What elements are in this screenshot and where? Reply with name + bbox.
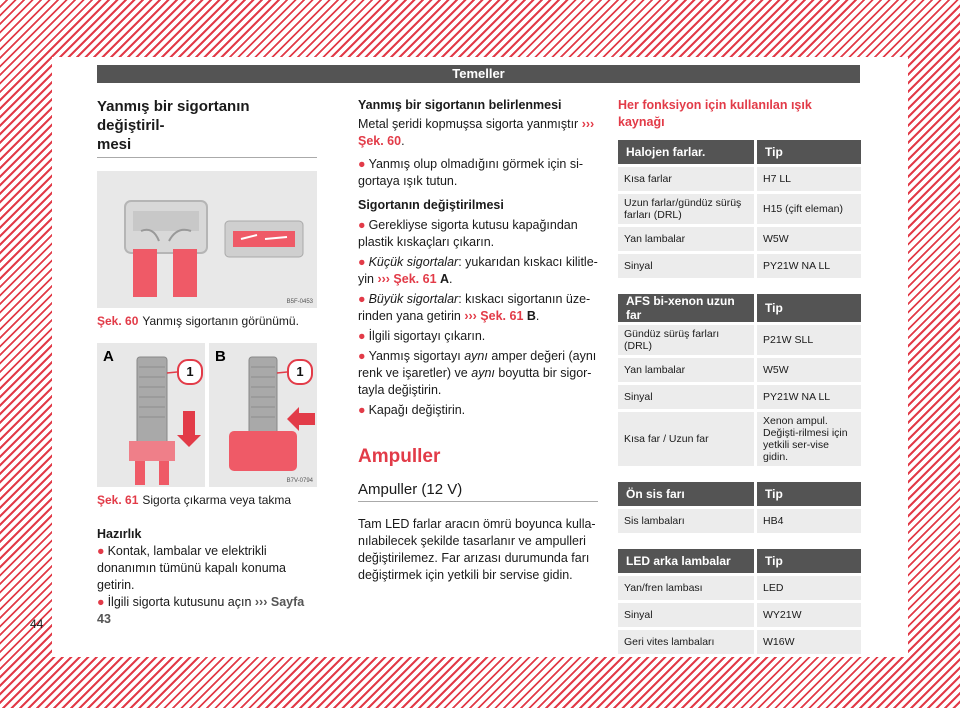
figure-61-b bbox=[209, 343, 317, 487]
table-cell: H7 LL bbox=[757, 167, 861, 191]
table-cell: W5W bbox=[757, 227, 861, 251]
table bbox=[618, 291, 861, 469]
table-row bbox=[618, 630, 861, 654]
table-cell: LED bbox=[757, 576, 861, 600]
table-cell: Kısa far / Uzun far bbox=[618, 412, 757, 466]
svg-text:A: A bbox=[103, 348, 114, 365]
column-header: Halojen farlar. bbox=[618, 140, 757, 164]
figure-caption: Şek. 61 Sigorta çıkarma veya takma bbox=[97, 493, 292, 507]
column-header: Tip bbox=[757, 549, 861, 573]
callout-1: 1 bbox=[177, 359, 203, 385]
table-cell: Sinyal bbox=[618, 603, 757, 627]
column-1 bbox=[97, 97, 317, 628]
table-header-row bbox=[618, 294, 861, 322]
bulb-tables bbox=[618, 137, 861, 657]
table-row bbox=[618, 412, 861, 466]
bulb-table bbox=[618, 546, 861, 657]
column-header: Tip bbox=[757, 482, 861, 506]
column-header: Tip bbox=[757, 294, 861, 322]
figure-link[interactable]: ››› Şek. 61 bbox=[377, 272, 437, 286]
table bbox=[618, 479, 861, 536]
column-2 bbox=[358, 97, 602, 584]
section-heading: Ampuller bbox=[358, 446, 441, 467]
list-item: ● Gerekliyse sigorta kutusu kapağından plastik kıskaçları çıkarın. bbox=[358, 218, 578, 249]
paragraph: Metal şeridi kopmuşsa sigorta yanmıştır ››› Şek. 60. bbox=[358, 117, 595, 148]
bulb-table bbox=[618, 291, 861, 469]
subheading: Hazırlık bbox=[97, 527, 142, 541]
callout-1: 1 bbox=[287, 359, 313, 385]
table-row bbox=[618, 385, 861, 409]
list-item: ● Yanmış olup olmadığını görmek için si-gortaya ışık tutun. bbox=[358, 157, 584, 188]
subheading: Yanmış bir sigortanın belirlenmesi bbox=[358, 98, 562, 112]
figure-ref: Şek. 60 bbox=[97, 314, 139, 328]
table-cell: PY21W NA LL bbox=[757, 254, 861, 278]
list-item: ● Kontak, lambalar ve elektrikli donanımın tümünü kapalı konuma getirin. bbox=[97, 544, 287, 592]
table-cell: Uzun farlar/gündüz sürüş farları (DRL) bbox=[618, 194, 757, 224]
list-item: ● Küçük sigortalar: yukarıdan kıskacı kilitle-yin ››› Şek. 61 A. bbox=[358, 255, 598, 286]
table-row bbox=[618, 254, 861, 278]
figure-code: B7V-0794 bbox=[286, 478, 313, 484]
table-cell: Yan/fren lambası bbox=[618, 576, 757, 600]
table-header-row bbox=[618, 140, 861, 164]
table-cell: W5W bbox=[757, 358, 861, 382]
table-cell: Sinyal bbox=[618, 385, 757, 409]
table-header-row bbox=[618, 549, 861, 573]
table-cell: Yan lambalar bbox=[618, 227, 757, 251]
svg-text:B: B bbox=[215, 348, 226, 365]
table-cell: WY21W bbox=[757, 603, 861, 627]
bulb-table bbox=[618, 479, 861, 536]
divider bbox=[97, 157, 317, 158]
table-cell: H15 (çift eleman) bbox=[757, 194, 861, 224]
table-row bbox=[618, 227, 861, 251]
subsection-heading: Ampuller (12 V) bbox=[358, 481, 463, 498]
bulb-table bbox=[618, 137, 861, 281]
table-row bbox=[618, 167, 861, 191]
column-header: LED arka lambalar bbox=[618, 549, 757, 573]
column-3 bbox=[618, 97, 861, 667]
table bbox=[618, 546, 861, 657]
section-title: Yanmış bir sigortanın değiştiril- mesi bbox=[97, 98, 250, 153]
list-item: ● Yanmış sigortayı aynı amper değeri (aynı renk ve işaretler) ve aynı boyutta bir sigor-tayla değiştirin. bbox=[358, 349, 597, 397]
figure-link[interactable]: ››› Şek. 60 bbox=[358, 117, 595, 148]
list-item: ● İlgili sigortayı çıkarın. bbox=[358, 329, 486, 343]
fuse-illustration bbox=[97, 171, 317, 308]
column-header: Ön sis farı bbox=[618, 482, 757, 506]
divider bbox=[358, 501, 598, 502]
table-cell: PY21W NA LL bbox=[757, 385, 861, 409]
page-link[interactable]: ››› Sayfa 43 bbox=[97, 595, 305, 626]
list-item: ● Kapağı değiştirin. bbox=[358, 403, 466, 417]
table-row bbox=[618, 358, 861, 382]
figure-caption: Şek. 60 Yanmış sigortanın görünümü. bbox=[97, 314, 299, 328]
table-cell: HB4 bbox=[757, 509, 861, 533]
table-row bbox=[618, 509, 861, 533]
table-row bbox=[618, 603, 861, 627]
table-cell: Sinyal bbox=[618, 254, 757, 278]
list-item: ● Büyük sigortalar: kıskacı sigortanın üze-rinden yana getirin ››› Şek. 61 B. bbox=[358, 292, 591, 323]
figure-61 bbox=[97, 343, 317, 487]
list-item: ● İlgili sigorta kutusunu açın ››› Sayfa 43 bbox=[97, 595, 305, 626]
table-cell: Xenon ampul. Değişti-rilmesi için yetkili ser-vise gidin. bbox=[757, 412, 861, 466]
figure-link[interactable]: ››› Şek. 61 bbox=[464, 309, 524, 323]
table-header-row bbox=[618, 482, 861, 506]
table-heading: Her fonksiyon için kullanılan ışık kaynağı bbox=[618, 98, 812, 129]
page bbox=[30, 57, 908, 657]
table-row bbox=[618, 194, 861, 224]
table bbox=[618, 137, 861, 281]
table-row bbox=[618, 576, 861, 600]
figure-ref: Şek. 61 bbox=[97, 493, 139, 507]
table-row bbox=[618, 325, 861, 355]
column-header: Tip bbox=[757, 140, 861, 164]
table-cell: Kısa farlar bbox=[618, 167, 757, 191]
table-cell: P21W SLL bbox=[757, 325, 861, 355]
table-cell: W16W bbox=[757, 630, 861, 654]
page-number: 44 bbox=[30, 617, 44, 631]
figure-60 bbox=[97, 171, 317, 308]
running-header: Temeller bbox=[97, 65, 860, 83]
table-cell: Sis lambaları bbox=[618, 509, 757, 533]
paragraph: Tam LED farlar aracın ömrü boyunca kulla-nılabilecek şekilde tasarlanır ve ampulleri değiştirilemez. Far arızası durumunda farı değiştirmek için yetkili bir servise gidin. bbox=[358, 517, 596, 582]
figure-61-a bbox=[97, 343, 205, 487]
column-header: AFS bi-xenon uzun far bbox=[618, 294, 757, 322]
figure-code: B5F-0453 bbox=[286, 299, 313, 305]
subheading: Sigortanın değiştirilmesi bbox=[358, 198, 504, 212]
table-cell: Yan lambalar bbox=[618, 358, 757, 382]
table-cell: Gündüz sürüş farları (DRL) bbox=[618, 325, 757, 355]
table-cell: Geri vites lambaları bbox=[618, 630, 757, 654]
